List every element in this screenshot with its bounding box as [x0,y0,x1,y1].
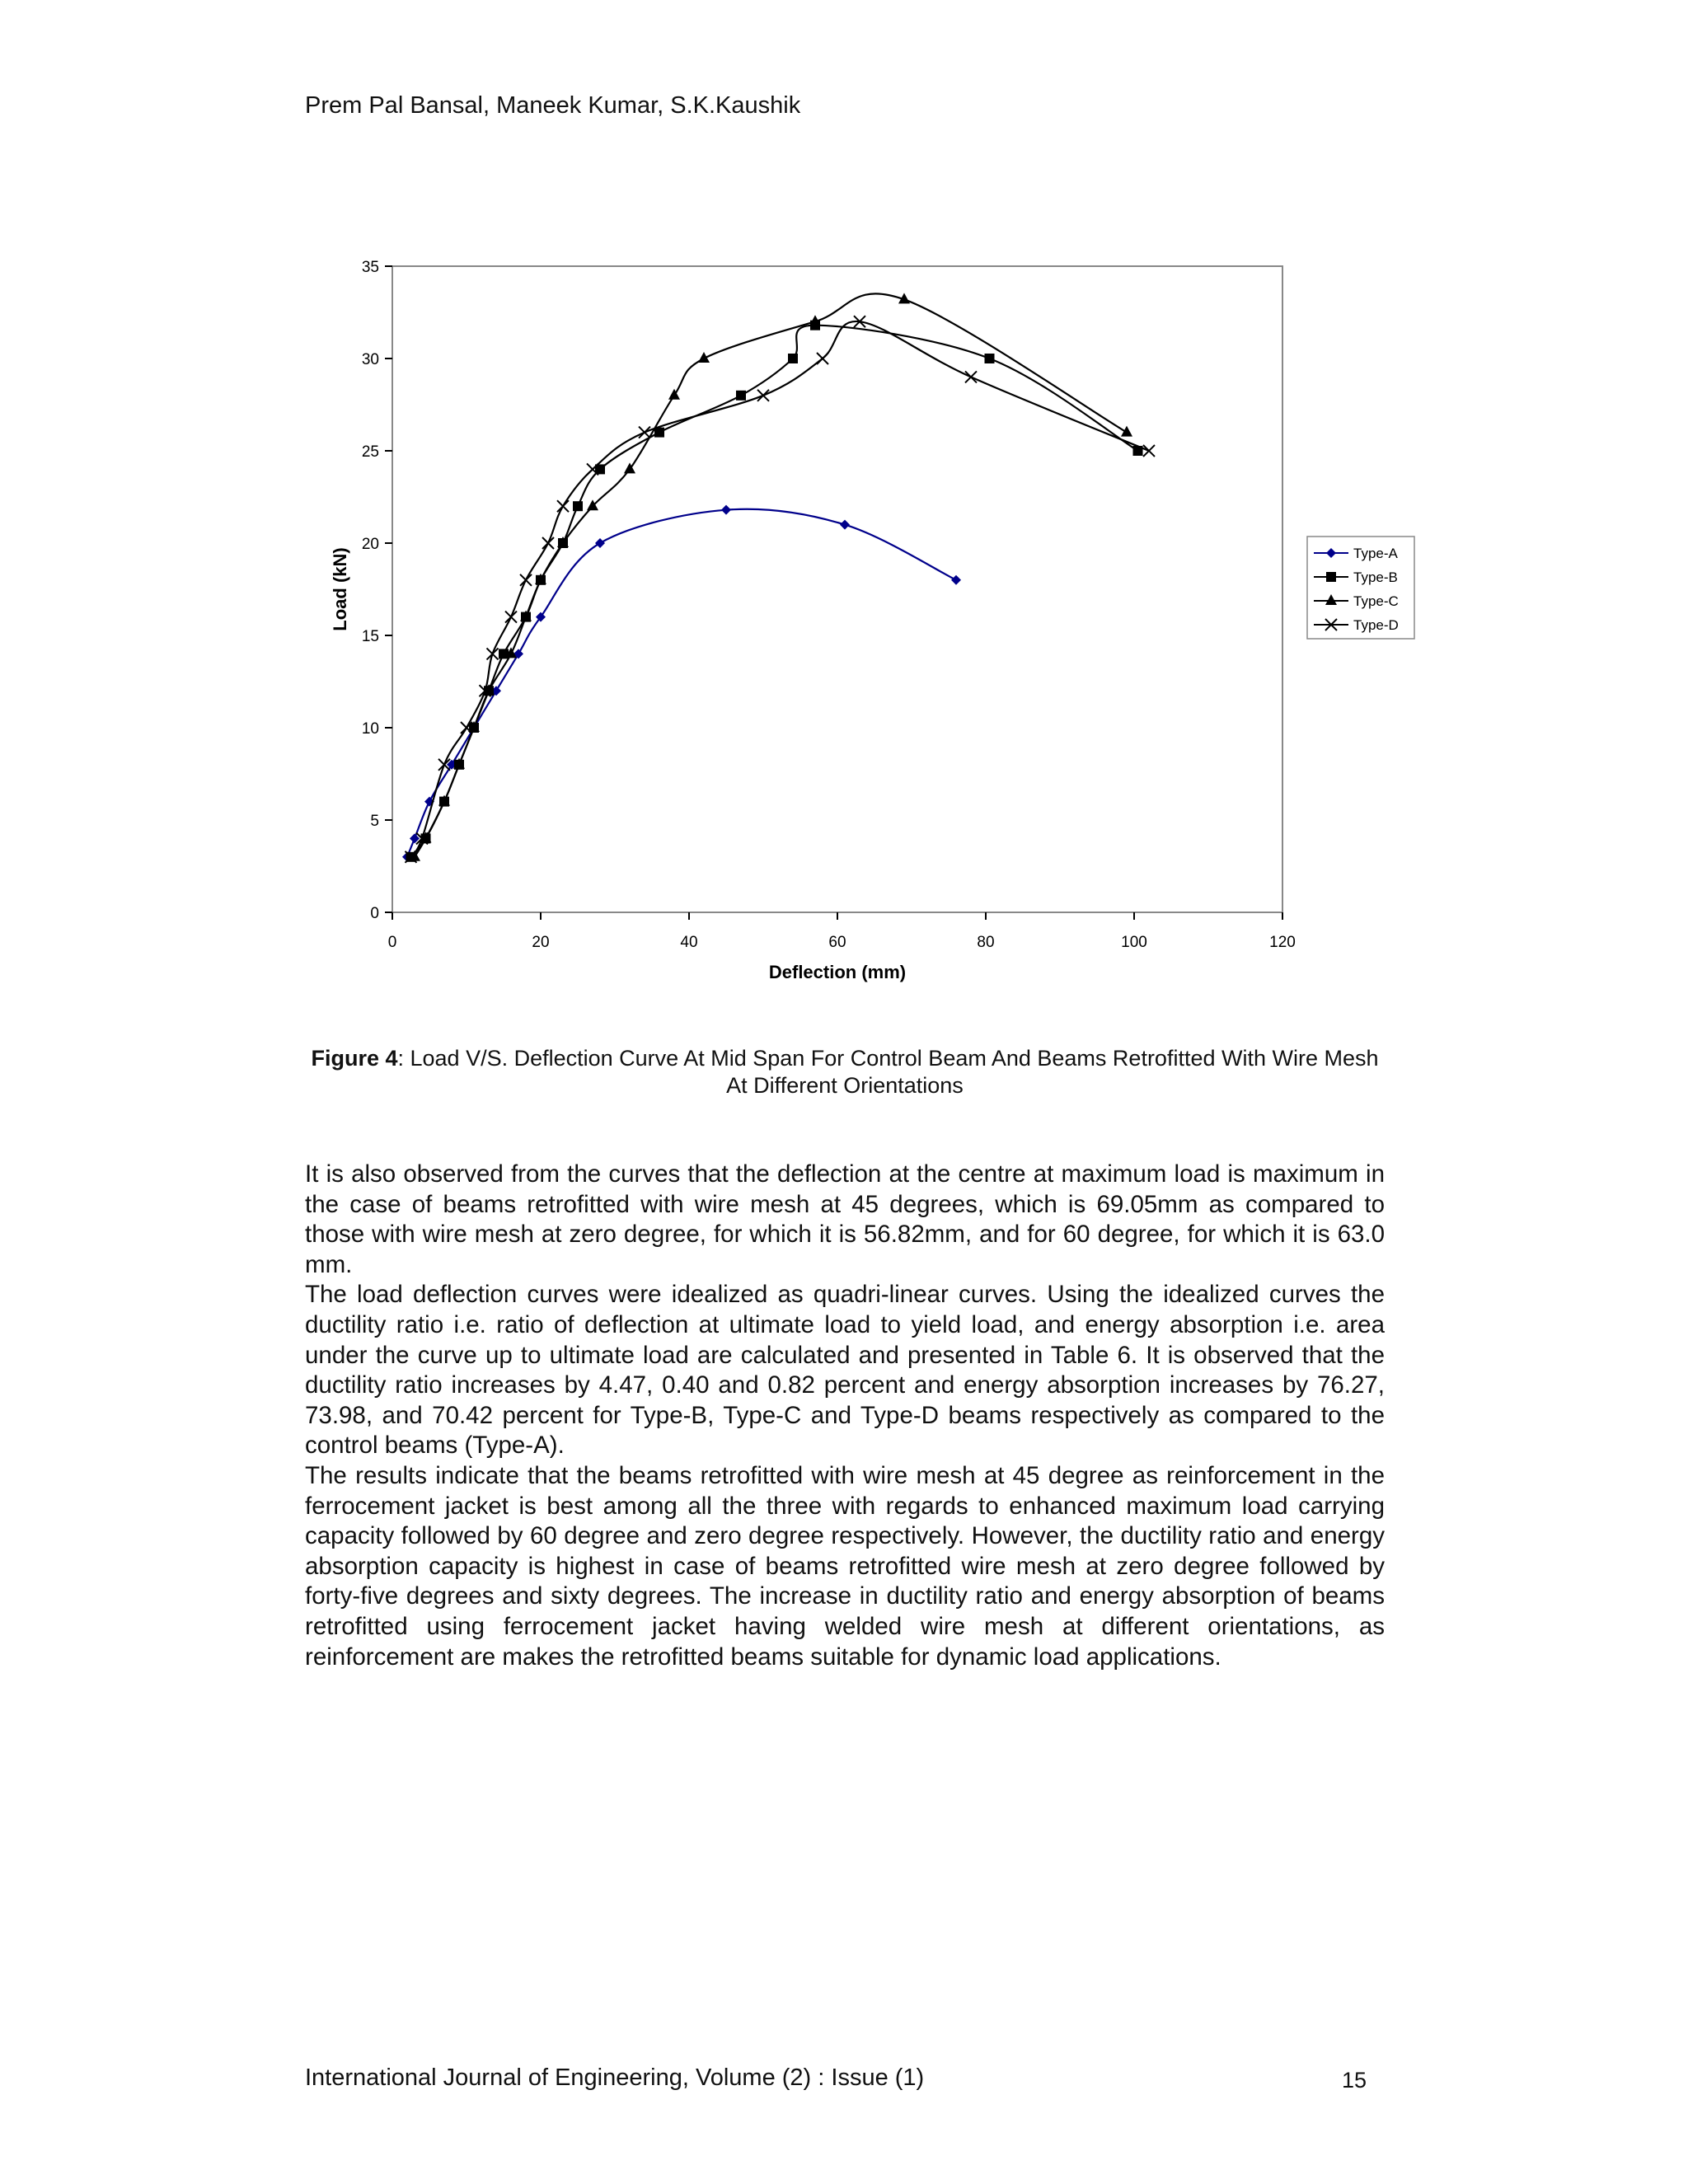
legend-label: Type-C [1353,593,1399,609]
y-tick-label: 35 [361,259,379,276]
x-axis-label: Deflection (mm) [768,962,907,982]
figure-label: Figure 4 [311,1046,398,1071]
data-point-type-b [736,391,746,401]
figure-caption-text: : Load V/S. Deflection Curve At Mid Span For Control Beam And Beams Retrofitted With Wire Mesh At Different Orientations [397,1046,1379,1098]
legend-label: Type-D [1353,617,1399,633]
y-tick-label: 0 [370,905,379,922]
data-point-type-b [573,501,583,511]
load-deflection-chart [0,0,1688,989]
page-header-authors: Prem Pal Bansal, Maneek Kumar, S.K.Kaushik [305,92,801,119]
y-axis-label: Load (kN) [330,547,350,631]
y-tick-label: 25 [361,443,379,461]
data-point-type-b [788,354,798,363]
y-tick-label: 10 [361,720,379,738]
x-tick-label: 60 [828,934,846,951]
y-tick-label: 5 [370,813,379,830]
body-text [305,1160,1385,1672]
figure-caption [305,1045,1385,1099]
x-tick-label: 80 [977,934,995,951]
footer-journal: International Journal of Engineering, Volume (2) : Issue (1) [305,2064,925,2091]
plot-area [392,266,1282,912]
paragraph-2: The load deflection curves were idealized as quadri-linear curves. Using the idealized curves the ductility ratio i.e. ratio of deflection at ultimate load to yield load, and energy absorption i.e. area under the curve up to ultimate load are calculated and presented in Table 6. It is observed that the ductility ratio increases by 4.47, 0.40 and 0.82 percent and energy absorption increases by 76.27, 73.98, and 70.42 percent for Type-B, Type-C and Type-D beams respectively as compared to the control beams (Type-A). [305,1281,1385,1460]
paragraph-1: It is also observed from the curves that the deflection at the centre at maximum load is maximum in the case of beams retrofitted with wire mesh at 45 degrees, which is 69.05mm as compared to those with wire mesh at zero degree, for which it is 56.82mm, and for 60 degree, for which it is 63.0 mm. [305,1160,1385,1278]
x-tick-label: 0 [387,934,397,951]
legend-label: Type-B [1353,569,1398,585]
x-tick-label: 120 [1269,934,1296,951]
legend-marker [1326,572,1336,582]
x-tick-label: 20 [532,934,550,951]
x-tick-label: 40 [680,934,698,951]
legend-label: Type-A [1353,546,1398,561]
x-tick-label: 100 [1121,934,1147,951]
footer-page-number: 15 [1342,2068,1367,2093]
y-tick-label: 30 [361,351,379,368]
y-tick-label: 20 [361,536,379,553]
paragraph-3: The results indicate that the beams retrofitted with wire mesh at 45 degree as reinforcement in the ferrocement jacket is best among all the three with regards to enhanced maximum load carrying capacity followed by 60 degree and zero degree respectively. However, the ductility ratio and energy absorption capacity is highest in case of beams retrofitted wire mesh at zero degree followed by forty-five degrees and sixty degrees. The increase in ductility ratio and energy absorption of beams retrofitted using ferrocement jacket having welded wire mesh at different orientations, as reinforcement are makes the retrofitted beams suitable for dynamic load applications. [305,1461,1385,1671]
y-tick-label: 15 [361,628,379,645]
data-point-type-b [985,354,995,363]
